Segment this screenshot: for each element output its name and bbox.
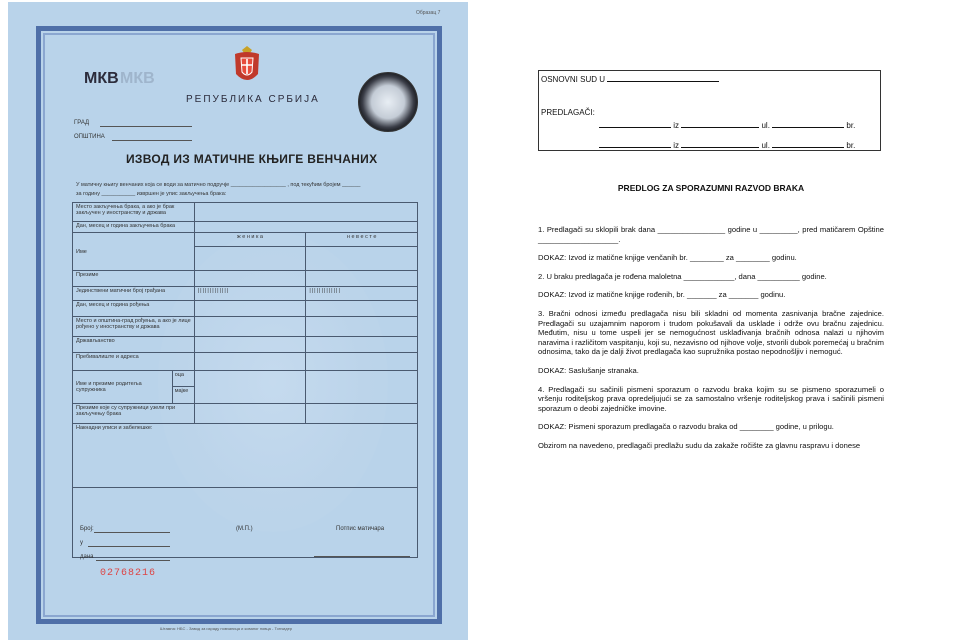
party2-name-blank bbox=[599, 140, 671, 148]
row-parents bbox=[73, 371, 195, 404]
col-nevesta: н е в е с т е bbox=[306, 233, 418, 247]
party2-br: br. bbox=[846, 141, 856, 150]
parents-bride bbox=[306, 371, 418, 404]
row-birth-date-label: Дан, месец и година рођења bbox=[73, 301, 195, 317]
signature-area bbox=[73, 488, 418, 558]
party-row-1 bbox=[541, 120, 878, 132]
party-row-2 bbox=[541, 140, 878, 152]
paragraph-proof-4: DOKAZ: Pismeni sporazum predlagača o razvodu braka od ________ godine, u prilogu. bbox=[538, 422, 834, 432]
row-surname-label: Презиме bbox=[73, 271, 195, 287]
name-bride bbox=[306, 247, 418, 271]
form-number: Образац 7 bbox=[416, 10, 441, 16]
row-date-value bbox=[194, 222, 417, 233]
jmbg-bride-boxes: ||||||||||||| bbox=[306, 287, 418, 301]
marriage-certificate bbox=[8, 2, 468, 640]
hologram-seal bbox=[358, 72, 418, 132]
court-label: OSNOVNI SUD U bbox=[541, 75, 606, 84]
surname-bride bbox=[306, 271, 418, 287]
certificate-footer: Штампа: НБС - Завод за израду новчаница и кованог новца - Топчидер bbox=[160, 626, 293, 631]
col-zenika: ж е н и к а bbox=[194, 233, 306, 247]
parents-groom bbox=[194, 371, 306, 404]
citizenship-bride bbox=[306, 337, 418, 353]
row-jmbg-label: Јединствени матични број грађана bbox=[73, 287, 195, 301]
row-mother-label: мајке bbox=[174, 388, 189, 394]
paragraph-conclusion: Obzirom na navedeno, predlagači predlažu sudu da zakaže ročište za glavnu raspravu i donese bbox=[538, 440, 861, 450]
intro-line-1: У матичну књигу венчаних која се води за матично подручје __________________ , под текућим бројем ______ bbox=[76, 182, 361, 188]
republic-heading: РЕПУБЛИКА СРБИЈА bbox=[186, 94, 320, 105]
u-line bbox=[88, 546, 170, 547]
new-surname-bride bbox=[306, 404, 418, 424]
paragraph-4: 4. Predlagači su sačinili pismeni sporazum o razvodu braka kojim su se pismeno sporazumeli o vršenju roditeljskog prava opredeljujući se za samostalno vršenje roditeljskog prava i sačinili pismeni sporazum o deobi zajedničke imovine. bbox=[538, 384, 884, 413]
mkv-ghost-mark: МКВ bbox=[120, 70, 155, 87]
party1-iz: iz bbox=[673, 121, 680, 130]
residence-groom bbox=[194, 353, 306, 371]
name-groom bbox=[194, 247, 306, 271]
paragraph-proof-1: DOKAZ: Izvod iz matične knjige venčanih br. ________ za ________ godinu. bbox=[538, 253, 797, 263]
row-father-label: оца bbox=[173, 371, 194, 387]
dana-label: дана bbox=[80, 554, 94, 560]
birth-place-bride bbox=[306, 317, 418, 337]
header-box bbox=[538, 70, 881, 151]
party1-ul: ul. bbox=[761, 121, 770, 130]
row-date-label: Дан, месец и година закључења брака bbox=[73, 222, 195, 233]
paragraph-proof-2: DOKAZ: Izvod iz matične knjige rođenih, br. _______ za _______ godinu. bbox=[538, 290, 786, 300]
serbian-coat-of-arms-icon bbox=[232, 46, 262, 86]
court-row bbox=[541, 74, 878, 86]
party1-name-blank bbox=[599, 120, 671, 128]
mp-label: (М.П.) bbox=[236, 526, 253, 532]
paragraph-3: 3. Bračni odnosi između predlagača nisu bili skladni od momenta zasnivanja bračne zajednice. Predlagači su uzajamnim naporom i trudom pokušavali da usklade i održe ovu bračnu zajednicu. Međutim, nisu u tome uspeli jer se nemogućnost usklađivanja bračnih odnosa nalazi u njihovim naravima i različitom vaspitanju, koji su, nezavisno od njihove volje, stvorili dubok poremećaj u bračnim odnosima, tako da je dalji život predlagača kao supružnika postao nepodnošljiv i nemoguć. bbox=[538, 308, 884, 357]
serial-number: 02768216 bbox=[100, 568, 157, 579]
row-notes: Накнадни уписи и забелешке: bbox=[73, 424, 418, 488]
predlagaci-label: PREDLAGAČI: bbox=[541, 108, 595, 117]
opstina-line bbox=[112, 140, 192, 141]
u-label: у bbox=[80, 540, 83, 546]
party1-street-blank bbox=[772, 120, 844, 128]
broj-label: Број: bbox=[80, 526, 94, 532]
row-name-label: Име bbox=[73, 233, 195, 271]
divorce-proposal-document bbox=[538, 70, 884, 460]
certificate-title: ИЗВОД ИЗ МАТИЧНЕ КЊИГЕ ВЕНЧАНИХ bbox=[126, 152, 378, 166]
jmbg-groom-boxes: ||||||||||||| bbox=[194, 287, 306, 301]
grad-line bbox=[100, 126, 192, 127]
row-birth-place-label: Место и општина-град рођења, а ако је лице рођено у иностранству и држава bbox=[73, 317, 195, 337]
signature-label: Потпис матичара bbox=[336, 526, 385, 532]
grad-label: ГРАД bbox=[74, 120, 90, 126]
opstina-label: ОПШТИНА bbox=[74, 134, 105, 140]
certificate-form-table bbox=[72, 202, 418, 558]
row-place-value bbox=[194, 203, 417, 222]
predlagaci-row bbox=[541, 108, 878, 120]
row-residence-label: Пребивалиште и адреса bbox=[73, 353, 195, 371]
broj-line bbox=[94, 532, 170, 533]
paragraph-1: 1. Predlagači su sklopili brak dana ________________ godine u _________, pred matičarem Opštine ___________________. bbox=[538, 225, 884, 244]
document-title: PREDLOG ZA SPORAZUMNI RAZVOD BRAKA bbox=[617, 183, 805, 193]
row-place-label: Место закључења брака, а ако је брак закључен у иностранству и држава bbox=[73, 203, 195, 222]
paragraph-2: 2. U braku predlagača je rođena maloletna ____________, dana __________ godine. bbox=[538, 271, 827, 281]
birth-date-bride bbox=[306, 301, 418, 317]
party1-city-blank bbox=[681, 120, 759, 128]
party1-br: br. bbox=[846, 121, 856, 130]
new-surname-groom bbox=[194, 404, 306, 424]
party2-ul: ul. bbox=[761, 141, 770, 150]
party2-city-blank bbox=[681, 140, 759, 148]
row-parents-label: Име и презиме родитеља супружника bbox=[76, 381, 142, 393]
mkv-mark: МКВ bbox=[84, 70, 119, 87]
row-new-surname-label: Презиме које су супружници узели при закључењу брака bbox=[73, 404, 195, 424]
birth-place-groom bbox=[194, 317, 306, 337]
birth-date-groom bbox=[194, 301, 306, 317]
party2-street-blank bbox=[772, 140, 844, 148]
citizenship-groom bbox=[194, 337, 306, 353]
residence-bride bbox=[306, 353, 418, 371]
signature-line bbox=[314, 556, 410, 557]
paragraph-proof-3: DOKAZ: Saslušanje stranaka. bbox=[538, 365, 639, 375]
surname-groom bbox=[194, 271, 306, 287]
intro-line-2: за годину ___________ извршен је упис закључења брака: bbox=[76, 191, 227, 197]
dana-line bbox=[96, 560, 170, 561]
party2-iz: iz bbox=[673, 141, 680, 150]
court-blank bbox=[607, 74, 719, 82]
row-citizenship-label: Држављанство bbox=[73, 337, 195, 353]
